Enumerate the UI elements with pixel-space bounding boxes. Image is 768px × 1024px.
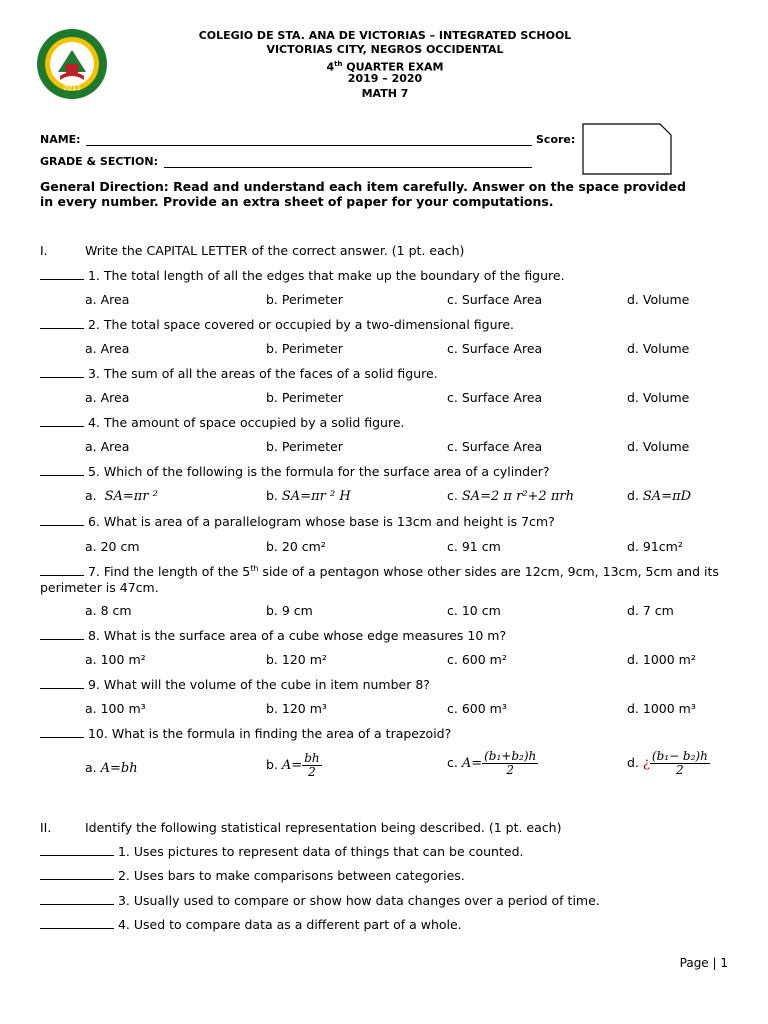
answer-blank-5[interactable] [40, 465, 84, 476]
question-8: 8. What is the surface area of a cube whose edge measures 10 m? [40, 628, 506, 643]
option-b: b. Perimeter [266, 439, 343, 454]
school-logo [36, 28, 108, 100]
fraction: $\frac{\text{(b₁+b₂)h}}{2}$ [484, 749, 537, 777]
name-label: NAME: [40, 133, 81, 146]
answer-blank-10[interactable] [40, 727, 84, 738]
school-name: COLEGIO DE STA. ANA DE VICTORIAS – INTEGRATED SCHOOL [198, 29, 572, 42]
fraction: $\frac{bh}{2}$ [304, 751, 320, 779]
question-10: 10. What is the formula in finding the area of a trapezoid? [40, 726, 451, 741]
option-b: b. 120 m² [266, 652, 327, 667]
option-b: b. A= $\frac{bh}{2}$ [266, 751, 320, 779]
grade-label: GRADE & SECTION: [40, 155, 158, 168]
option-c: c. SA=2 π r²+2 πrh [447, 488, 574, 504]
option-c: c. Surface Area [447, 390, 543, 405]
answer-blank[interactable] [40, 894, 114, 905]
question-3: 3. The sum of all the areas of the faces of a solid figure. [40, 366, 438, 381]
question-2: 2. The total space covered or occupied by a two-dimensional figure. [40, 317, 514, 332]
option-d: d. Volume [627, 341, 690, 356]
option-d: d. 1000 m³ [627, 701, 696, 716]
answer-blank-4[interactable] [40, 416, 84, 427]
question-4: 4. The amount of space occupied by a solid figure. [40, 415, 405, 430]
option-b: b. Perimeter [266, 341, 343, 356]
option-a: a. 8 cm [85, 603, 132, 618]
option-b: b. SA=πr ² H [266, 488, 351, 504]
answer-blank[interactable] [40, 845, 114, 856]
option-a: a. Area [85, 439, 130, 454]
option-a: a. 100 m² [85, 652, 146, 667]
option-c: c. 10 cm [447, 603, 501, 618]
part2-item-2: 2. Uses bars to make comparisons between categories. [40, 868, 465, 883]
option-c: c. 91 cm [447, 539, 501, 554]
option-d: d. 1000 m² [627, 652, 696, 667]
svg-text:2011: 2011 [63, 84, 81, 92]
part2-numeral: II. [40, 820, 52, 835]
option-b: b. 120 m³ [266, 701, 327, 716]
option-b: b. Perimeter [266, 292, 343, 307]
answer-blank-1[interactable] [40, 269, 84, 280]
option-c: c. Surface Area [447, 439, 543, 454]
option-a: a. A=bh [85, 760, 138, 776]
question-9: 9. What will the volume of the cube in item number 8? [40, 677, 430, 692]
option-b: b. Perimeter [266, 390, 343, 405]
question-1: 1. The total length of all the edges that make up the boundary of the figure. [40, 268, 565, 283]
answer-blank[interactable] [40, 918, 114, 929]
answer-blank[interactable] [40, 869, 114, 880]
option-d: d. Volume [627, 390, 690, 405]
option-a: a. Area [85, 390, 130, 405]
option-d: d. Volume [627, 439, 690, 454]
option-d: d. ¿ $\frac{\text{(b₁− b₂)h}}{2}$ [627, 749, 708, 777]
part2-instruction: Identify the following statistical representation being described. (1 pt. each) [85, 820, 562, 835]
subject: MATH 7 [361, 87, 409, 100]
option-a: a. Area [85, 292, 130, 307]
school-year: 2019 – 2020 [347, 72, 423, 85]
option-b: b. 9 cm [266, 603, 313, 618]
part2-item-3: 3. Usually used to compare or show how data changes over a period of time. [40, 893, 600, 908]
answer-blank-2[interactable] [40, 318, 84, 329]
fraction: $\frac{\text{(b₁− b₂)h}}{2}$ [651, 749, 708, 777]
answer-blank-7[interactable] [40, 565, 84, 576]
question-7: 7. Find the length of the 5th side of a pentagon whose other sides are 12cm, 9cm, 13cm, 5cm and its [40, 564, 719, 579]
school-city: VICTORIAS CITY, NEGROS OCCIDENTAL [266, 43, 504, 56]
option-c: c. A= $\frac{\text{(b₁+b₂)h}}{2}$ [447, 749, 537, 777]
answer-blank-9[interactable] [40, 678, 84, 689]
option-c: c. Surface Area [447, 292, 543, 307]
answer-blank-3[interactable] [40, 367, 84, 378]
option-d: d. SA=πD [627, 488, 692, 504]
part2-item-4: 4. Used to compare data as a different part of a whole. [40, 917, 462, 932]
part1-numeral: I. [40, 243, 48, 258]
grade-field[interactable] [164, 167, 532, 168]
option-a: a. 20 cm [85, 539, 140, 554]
question-7-line2: perimeter is 47cm. [40, 580, 159, 595]
option-a: a. 100 m³ [85, 701, 146, 716]
part2-item-1: 1. Uses pictures to represent data of things that can be counted. [40, 844, 523, 859]
name-field[interactable] [86, 145, 532, 146]
exam-title: 4th QUARTER EXAM [326, 60, 444, 74]
option-c: c. 600 m³ [447, 701, 507, 716]
option-b: b. 20 cm² [266, 539, 326, 554]
question-5: 5. Which of the following is the formula for the surface area of a cylinder? [40, 464, 550, 479]
answer-blank-8[interactable] [40, 629, 84, 640]
score-label: Score: [536, 133, 576, 146]
option-a: a. SA=πr ² [85, 488, 158, 504]
answer-blank-6[interactable] [40, 515, 84, 526]
option-d: d. 7 cm [627, 603, 674, 618]
option-d: d. 91cm² [627, 539, 683, 554]
part1-instruction: Write the CAPITAL LETTER of the correct answer. (1 pt. each) [85, 243, 465, 258]
option-d: d. Volume [627, 292, 690, 307]
option-a: a. Area [85, 341, 130, 356]
general-direction: General Direction: Read and understand each item carefully. Answer on the space provided in every number. Provide an extra sheet of paper for your computations. [40, 179, 686, 209]
option-c: c. 600 m² [447, 652, 507, 667]
option-c: c. Surface Area [447, 341, 543, 356]
score-box[interactable] [582, 123, 672, 175]
question-6: 6. What is area of a parallelogram whose base is 13cm and height is 7cm? [40, 514, 555, 529]
page-number: Page | 1 [679, 956, 728, 970]
